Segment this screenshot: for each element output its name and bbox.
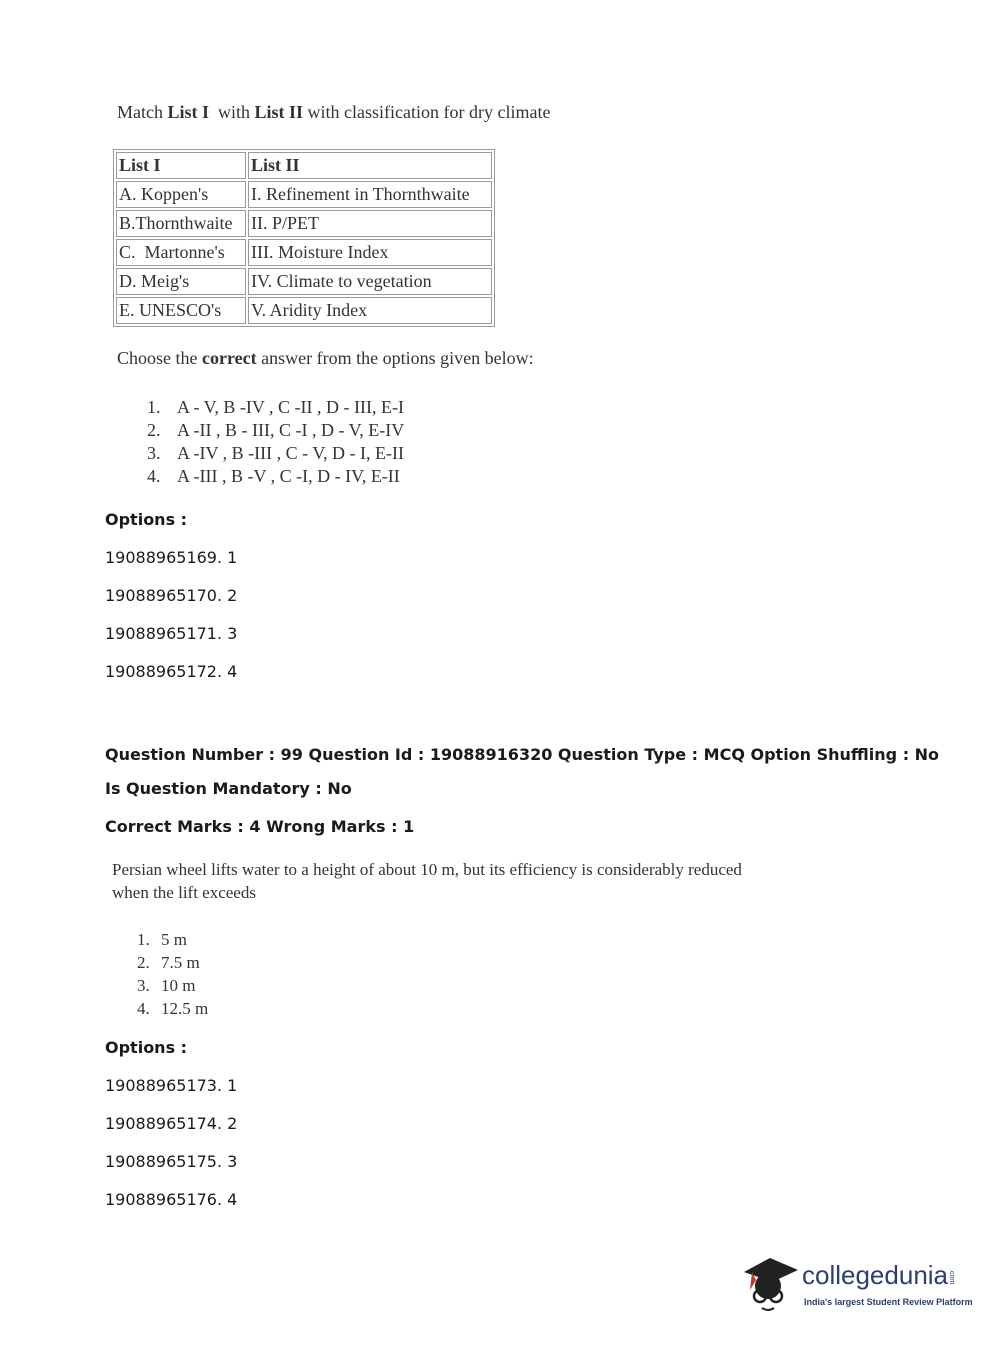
answer-number: 3. [147, 443, 161, 463]
table-cell: A. Koppen's [116, 181, 246, 208]
answer-list [147, 396, 404, 488]
list-item [147, 396, 404, 419]
option-item: 19088965174. 2 [105, 1114, 238, 1133]
options-label: Options : [105, 510, 188, 529]
question-text [112, 858, 752, 904]
brand-text: collegedunia [802, 1260, 949, 1290]
table-row [116, 268, 492, 295]
intro-list2: List II [254, 102, 304, 122]
list-item [147, 465, 404, 488]
answer-text: A -IV , B -III , C - V, D - I, E-II [177, 443, 404, 463]
brand-suffix: .com [948, 1268, 956, 1284]
table-cell: B.Thornthwaite [116, 210, 246, 237]
intro-list1: List I [167, 102, 209, 122]
table-cell: E. UNESCO's [116, 297, 246, 324]
question-intro [117, 102, 550, 123]
table-cell: V. Aridity Index [248, 297, 492, 324]
answer-text: A -III , B -V , C -I, D - IV, E-II [177, 466, 400, 486]
table-cell: IV. Climate to vegetation [248, 268, 492, 295]
choose-text: answer from the options given below: [256, 348, 534, 368]
answer-text: 10 m [161, 976, 196, 995]
option-item: 19088965172. 4 [105, 662, 238, 681]
question-text-line: when the lift exceeds [112, 883, 256, 902]
table-cell: III. Moisture Index [248, 239, 492, 266]
answer-number: 2. [137, 953, 150, 972]
intro-text: with classification for dry climate [303, 102, 551, 122]
option-item: 19088965171. 3 [105, 624, 238, 643]
table-cell: C. Martonne's [116, 239, 246, 266]
table-cell: II. P/PET [248, 210, 492, 237]
option-item: 19088965176. 4 [105, 1190, 238, 1209]
table-header-row [116, 152, 492, 179]
table-cell: D. Meig's [116, 268, 246, 295]
option-item: 19088965175. 3 [105, 1152, 238, 1171]
option-item: 19088965170. 2 [105, 586, 238, 605]
table-header-cell: List I [116, 152, 246, 179]
choose-instruction [117, 348, 534, 369]
table-cell: I. Refinement in Thornthwaite [248, 181, 492, 208]
answer-text: A - V, B -IV , C -II , D - III, E-I [177, 397, 404, 417]
answer-text: 7.5 m [161, 953, 200, 972]
table-row [116, 297, 492, 324]
answer-number: 4. [137, 999, 150, 1018]
answer-text: 12.5 m [161, 999, 209, 1018]
list-item [137, 951, 208, 974]
question-meta: Question Number : 99 Question Id : 19088916320 Question Type : MCQ Option Shuffling : No [105, 745, 940, 764]
question-marks: Correct Marks : 4 Wrong Marks : 1 [105, 817, 415, 836]
option-item: 19088965169. 1 [105, 548, 238, 567]
answer-number: 3. [137, 976, 150, 995]
match-table [113, 149, 495, 327]
choose-text: Choose the [117, 348, 202, 368]
list-item [137, 997, 208, 1020]
table-header-cell: List II [248, 152, 492, 179]
list-item [137, 974, 208, 997]
list-item [147, 442, 404, 465]
question-text-line: Persian wheel lifts water to a height of about 10 m, but its efficiency is considerably reduced [112, 860, 742, 879]
list-item [137, 928, 208, 951]
intro-text: with [209, 102, 255, 122]
answer-text: A -II , B - III, C -I , D - V, E-IV [177, 420, 405, 440]
brand-name [802, 1260, 955, 1291]
choose-bold: correct [202, 348, 257, 368]
answer-text: 5 m [161, 930, 187, 949]
table-row [116, 239, 492, 266]
question-mandatory: Is Question Mandatory : No [105, 779, 352, 798]
answer-number: 1. [147, 397, 161, 417]
answer-list [137, 928, 208, 1020]
brand-tagline: India's largest Student Review Platform [804, 1297, 973, 1307]
answer-number: 4. [147, 466, 161, 486]
answer-number: 1. [137, 930, 150, 949]
intro-text: Match [117, 102, 168, 122]
answer-number: 2. [147, 420, 161, 440]
option-item: 19088965173. 1 [105, 1076, 238, 1095]
list-item [147, 419, 404, 442]
table-row [116, 181, 492, 208]
table-row [116, 210, 492, 237]
options-label: Options : [105, 1038, 188, 1057]
